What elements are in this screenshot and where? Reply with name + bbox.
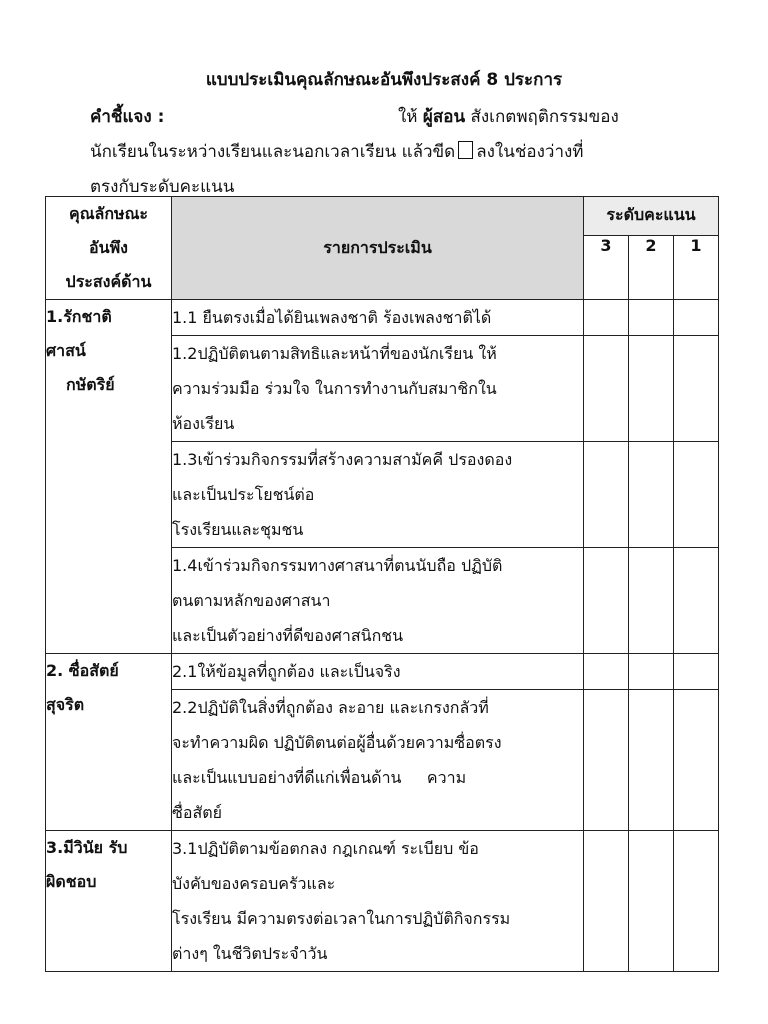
item-line: 1.1 ยืนตรงเมื่อได้ยินเพลงชาติ ร้องเพลงชาติได้ [172, 308, 492, 327]
attribute-line: 2. ซื่อสัตย์ [46, 661, 119, 680]
item-line: ซื่อสัตย์ [172, 803, 222, 822]
attribute-cell [46, 300, 172, 654]
item-line: ห้องเรียน [172, 414, 235, 433]
header-attr-line: ประสงค์ด้าน [65, 272, 152, 291]
instruction-line2b: ลงในช่องว่างที่ [476, 142, 584, 162]
score-cell-2[interactable] [629, 548, 674, 654]
item-cell [172, 831, 584, 972]
header-attribute [46, 197, 172, 300]
checkbox-icon [458, 141, 473, 159]
attribute-line: ผิดชอบ [46, 872, 97, 891]
instruction-text-1 [398, 100, 619, 135]
score-cell-1[interactable] [674, 336, 719, 442]
score-cell-1[interactable] [674, 442, 719, 548]
instruction-label: คำชี้แจง : [90, 107, 165, 127]
attribute-line: 1.รักชาติ [46, 307, 112, 326]
header-attr-line: คุณลักษณะ [68, 204, 149, 223]
item-line: และเป็นแบบอย่างที่ดีแก่เพื่อนด้าน ความ [172, 768, 467, 787]
item-line: 2.1ให้ข้อมูลที่ถูกต้อง และเป็นจริง [172, 662, 401, 681]
item-cell [172, 300, 584, 336]
evaluation-table [45, 196, 719, 972]
attribute-line: ศาสน์ [46, 341, 86, 360]
score-cell-3[interactable] [584, 442, 629, 548]
level-1-header: 1 [674, 235, 719, 299]
instructions [90, 100, 690, 205]
item-line: ตนตามหลักของศาสนา [172, 591, 331, 610]
table-row [46, 300, 719, 336]
score-cell-3[interactable] [584, 300, 629, 336]
header-levels: ระดับคะแนน [584, 197, 719, 236]
item-line: ความร่วมมือ ร่วมใจ ในการทำงานกับสมาชิกใน [172, 379, 497, 398]
score-cell-1[interactable] [674, 654, 719, 690]
level-3-header: 3 [584, 235, 629, 299]
score-cell-1[interactable] [674, 831, 719, 972]
instructions-line-2 [90, 135, 690, 170]
score-cell-2[interactable] [629, 300, 674, 336]
attribute-line: กษัตริย์ [66, 375, 115, 394]
table-row [46, 654, 719, 690]
item-line: 1.2ปฏิบัติตนตามสิทธิและหน้าที่ของนักเรียน ให้ [172, 344, 497, 363]
score-cell-1[interactable] [674, 548, 719, 654]
item-cell [172, 336, 584, 442]
header-items: รายการประเมิน [172, 197, 584, 300]
item-cell [172, 690, 584, 831]
item-line: ต่างๆ ในชีวิตประจำวัน [172, 944, 328, 963]
score-cell-3[interactable] [584, 548, 629, 654]
item-line: 3.1ปฏิบัติตามข้อตกลง กฎเกณฑ์ ระเบียบ ข้อ [172, 839, 479, 858]
score-cell-3[interactable] [584, 654, 629, 690]
instruction-who: ผู้สอน [422, 107, 466, 127]
score-cell-2[interactable] [629, 690, 674, 831]
score-cell-3[interactable] [584, 831, 629, 972]
item-cell [172, 442, 584, 548]
item-line: โรงเรียนและชุมชน [172, 520, 304, 539]
attribute-cell [46, 831, 172, 972]
header-attr-line: อันพึง [89, 238, 128, 257]
level-2-header: 2 [629, 235, 674, 299]
attribute-line: สุจริต [46, 695, 85, 714]
score-cell-2[interactable] [629, 654, 674, 690]
item-line: 2.2ปฏิบัติในสิ่งที่ถูกต้อง ละอาย และเกรงกลัวที่ [172, 698, 489, 717]
item-line: จะทำความผิด ปฏิบัติตนต่อผู้อื่นด้วยความซื่อตรง [172, 733, 502, 752]
score-cell-1[interactable] [674, 690, 719, 831]
item-line: และเป็นประโยชน์ต่อ [172, 485, 315, 504]
instruction-rest: สังเกตพฤติกรรมของ [470, 107, 619, 127]
score-cell-2[interactable] [629, 831, 674, 972]
item-line: 1.3เข้าร่วมกิจกรรมที่สร้างความสามัคคี ปรองดอง [172, 450, 513, 469]
score-cell-2[interactable] [629, 336, 674, 442]
instruction-line3: ตรงกับระดับคะแนน [90, 177, 235, 197]
item-line: โรงเรียน มีความตรงต่อเวลาในการปฏิบัติกิจกรรม [172, 909, 511, 928]
score-cell-1[interactable] [674, 300, 719, 336]
attribute-line: 3.มีวินัย รับ [46, 838, 128, 857]
score-cell-3[interactable] [584, 336, 629, 442]
table-row [46, 831, 719, 972]
item-line: และเป็นตัวอย่างที่ดีของศาสนิกชน [172, 626, 404, 645]
attribute-cell [46, 654, 172, 831]
item-line: บังคับของครอบครัวและ [172, 874, 336, 893]
instruction-line2a: นักเรียนในระหว่างเรียนและนอกเวลาเรียน แล้วขีด [90, 142, 456, 162]
instruction-give: ให้ [398, 107, 418, 127]
score-cell-3[interactable] [584, 690, 629, 831]
item-line: 1.4เข้าร่วมกิจกรรมทางศาสนาที่ตนนับถือ ปฏิบัติ [172, 556, 503, 575]
document-title: แบบประเมินคุณลักษณะอันพึงประสงค์ 8 ประการ [205, 70, 563, 90]
item-cell [172, 548, 584, 654]
item-cell [172, 654, 584, 690]
score-cell-2[interactable] [629, 442, 674, 548]
instructions-line-1 [90, 100, 690, 135]
